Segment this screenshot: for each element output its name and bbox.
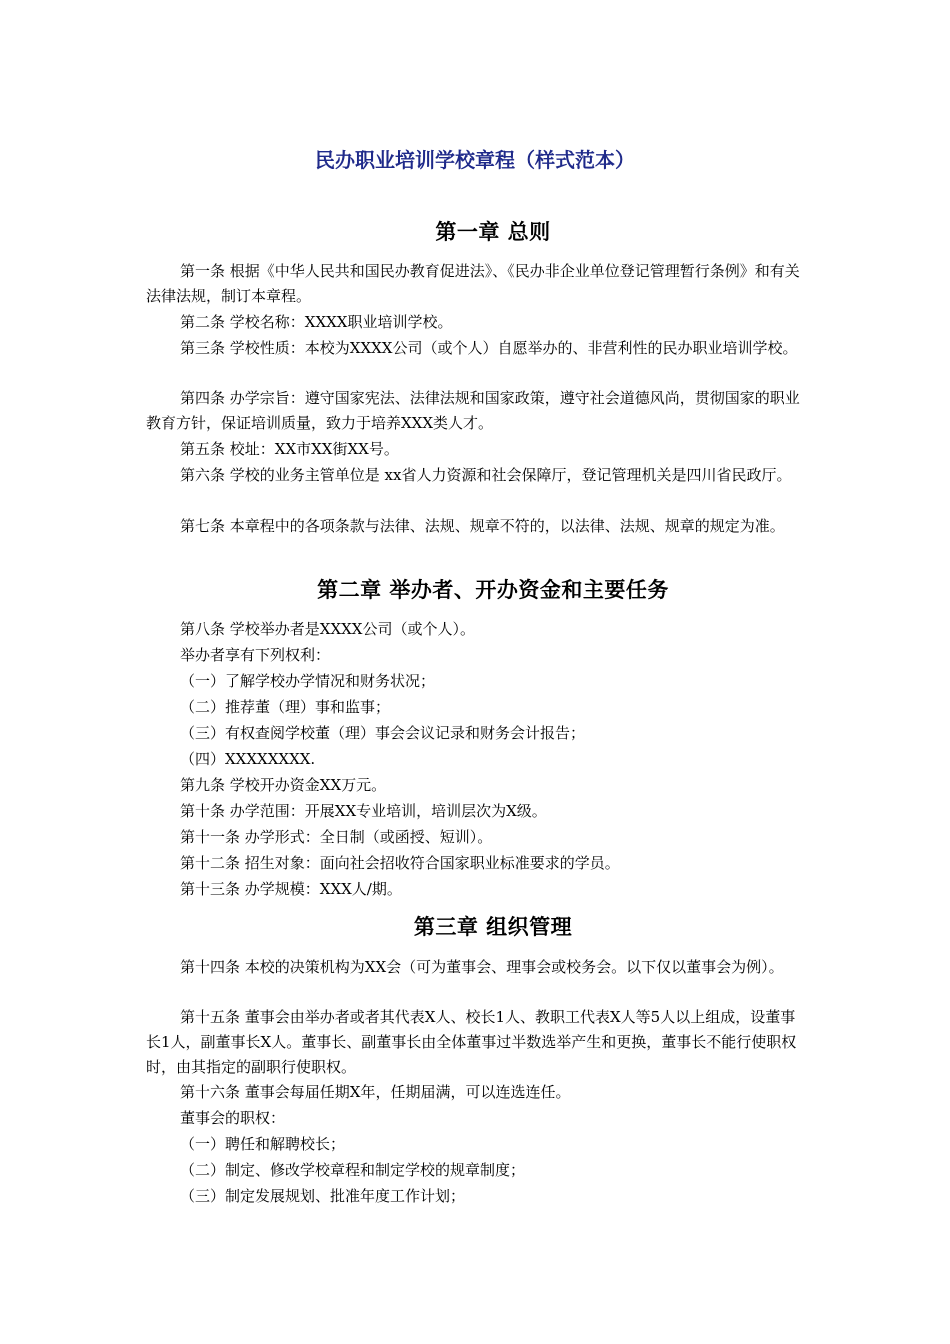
board-powers-heading: 董事会的职权： [180,1109,286,1127]
article-4: 第四条 办学宗旨：遵守国家宪法、法律法规和国家政策，遵守社会道德风尚，贯彻国家的职业教育方针，保证培训质量，致力于培养XXX类人才。 [146,389,800,432]
article-10: 第十条 办学范围：开展XX专业培训，培训层次为X级。 [180,802,547,820]
article-14: 第十四条 本校的决策机构为XX会（可为董事会、理事会或校务会。以下仅以董事会为例）。 [180,958,784,976]
chapter-heading-3: 第三章 组织管理 [413,915,573,939]
sponsor-right-1: （一）了解学校办学情况和财务状况； [180,672,436,690]
article-12: 第十二条 招生对象：面向社会招收符合国家职业标准要求的学员。 [180,854,620,872]
article-16: 第十六条 董事会每届任期X年，任期届满，可以连选连任。 [180,1083,571,1101]
article-2: 第二条 学校名称：XXXX职业培训学校。 [180,313,453,331]
article-1: 第一条 根据《中华人民共和国民办教育促进法》、《民办非企业单位登记管理暂行条例》和有关法律法规，制订本章程。 [146,262,800,305]
board-power-2: （二）制定、修改学校章程和制定学校的规章制度； [180,1161,526,1179]
document-title: 民办职业培训学校章程（样式范本） [315,148,635,172]
article-3: 第三条 学校性质：本校为XXXX公司（或个人）自愿举办的、非营利性的民办职业培训学校。 [180,339,798,357]
chapter-heading-1: 第一章 总则 [435,220,551,244]
sponsor-right-2: （二）推荐董（理）事和监事； [180,698,391,716]
article-15: 第十五条 董事会由举办者或者其代表X人、校长1人、教职工代表X人等5人以上组成，设董事长1人，副董事长X人。董事长、副董事长由全体董事过半数选举产生和更换，董事长不能行使职权时，由其指定的副职行使职权。 [146,1008,797,1076]
article-8: 第八条 学校举办者是XXXX公司（或个人）。 [180,620,475,638]
article-6: 第六条 学校的业务主管单位是 xx省人力资源和社会保障厅，登记管理机关是四川省民政厅。 [180,466,792,484]
chapter-heading-2: 第二章 举办者、开办资金和主要任务 [317,578,669,602]
sponsor-right-3: （三）有权查阅学校董（理）事会会议记录和财务会计报告； [180,724,586,742]
sponsor-rights-heading: 举办者享有下列权利： [180,646,331,664]
article-7: 第七条 本章程中的各项条款与法律、法规、规章不符的，以法律、法规、规章的规定为准。 [180,517,785,535]
board-power-3: （三）制定发展规划、批准年度工作计划； [180,1187,466,1205]
article-5: 第五条 校址：XX市XX街XX号。 [180,440,399,458]
article-9: 第九条 学校开办资金XX万元。 [180,776,387,794]
article-13: 第十三条 办学规模：XXX人/期。 [180,880,402,898]
board-power-1: （一）聘任和解聘校长； [180,1135,346,1153]
article-11: 第十一条 办学形式：全日制（或函授、短训）。 [180,828,493,846]
sponsor-right-4: （四）XXXXXXXX. [180,750,316,768]
